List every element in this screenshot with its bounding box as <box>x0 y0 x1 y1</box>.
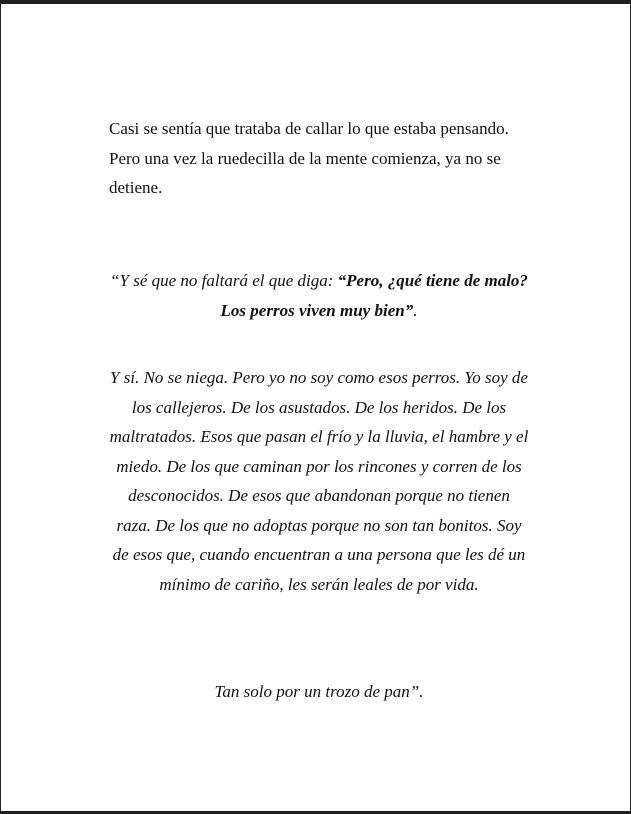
document-page <box>0 4 631 811</box>
closing-line: Tan solo por un trozo de pan”. <box>214 682 424 701</box>
quote-bold: “Pero, ¿qué tiene de malo? Los perros viven muy bien” <box>220 271 528 320</box>
quote-tail: . <box>413 300 418 320</box>
intro-paragraph: Casi se sentía que trataba de callar lo que estaba pensando. Pero una vez la ruedecilla de la mente comienza, ya no se detiene. <box>109 119 509 197</box>
quote-paragraph <box>109 266 529 325</box>
main-paragraph: Y sí. No se niega. Pero yo no soy como esos perros. Yo soy de los callejeros. De los asustados. De los heridos. De los maltratados. Esos que pasan el frío y la lluvia, el hambre y el miedo. De los que caminan por los rincones y corren de los desconocidos. De esos que abandonan porque no tienen raza. De los que no adoptas porque no son tan bonitos. Soy de esos que, cuando encuentran a una persona que les dé un mínimo de cariño, les serán leales de por vida. <box>109 368 529 594</box>
quote-lead: “Y sé que no faltará el que diga: <box>110 271 338 290</box>
